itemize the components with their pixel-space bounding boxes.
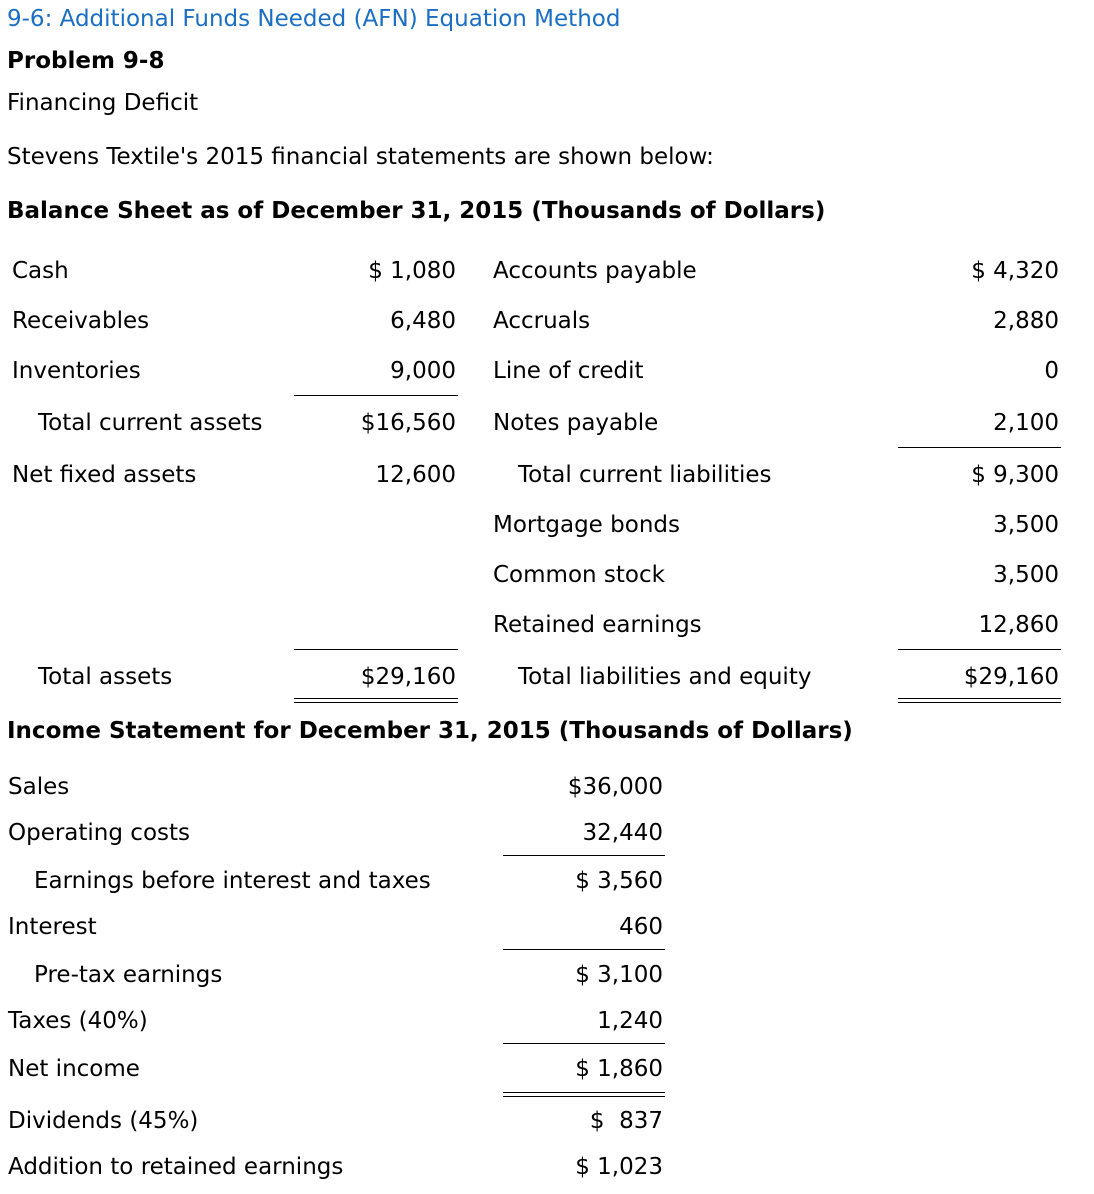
liability-value: 3,500 [993, 512, 1059, 538]
liability-value: 3,500 [993, 562, 1059, 588]
income-value: $ 3,100 [575, 962, 663, 988]
liability-label: Line of credit [493, 358, 644, 384]
liability-value: 2,880 [993, 308, 1059, 334]
subtotal-rule [898, 447, 1061, 448]
income-value: $36,000 [567, 774, 663, 800]
liability-label: Total current liabilities [518, 462, 772, 488]
income-value: 460 [619, 914, 663, 940]
asset-value: 12,600 [375, 462, 456, 488]
total-double-rule [503, 1092, 665, 1097]
balance-sheet-title: Balance Sheet as of December 31, 2015 (Thousands of Dollars) [7, 198, 826, 224]
asset-label: Total assets [38, 664, 173, 690]
asset-value: 6,480 [390, 308, 456, 334]
subtotal-rule [503, 855, 665, 856]
subtotal-rule [294, 649, 458, 650]
section-link[interactable]: 9-6: Additional Funds Needed (AFN) Equation Method [7, 6, 621, 32]
asset-value: 9,000 [390, 358, 456, 384]
income-value: 1,240 [597, 1008, 663, 1034]
income-value: $ 1,860 [575, 1056, 663, 1082]
total-double-rule [898, 698, 1061, 703]
income-value: $ 3,560 [575, 868, 663, 894]
subtotal-rule [898, 649, 1061, 650]
problem-title: Problem 9-8 [7, 48, 165, 74]
liability-label: Accruals [493, 308, 591, 334]
liability-label: Accounts payable [493, 258, 697, 284]
subtotal-rule [503, 949, 665, 950]
income-label: Pre-tax earnings [34, 962, 223, 988]
liability-value: $29,160 [963, 664, 1059, 690]
liability-label: Common stock [493, 562, 665, 588]
subtotal-rule [294, 395, 458, 396]
asset-value: $ 1,080 [368, 258, 456, 284]
liability-label: Notes payable [493, 410, 659, 436]
income-label: Earnings before interest and taxes [34, 868, 431, 894]
subtotal-rule [503, 1043, 665, 1044]
liability-value: 0 [1044, 358, 1059, 384]
liability-value: $ 4,320 [971, 258, 1059, 284]
asset-label: Net fixed assets [12, 462, 197, 488]
income-statement-title: Income Statement for December 31, 2015 (Thousands of Dollars) [7, 718, 853, 744]
income-label: Net income [8, 1056, 140, 1082]
asset-value: $16,560 [360, 410, 456, 436]
income-label: Addition to retained earnings [8, 1154, 344, 1180]
income-value: $ 1,023 [575, 1154, 663, 1180]
asset-label: Inventories [12, 358, 141, 384]
income-label: Operating costs [8, 820, 191, 846]
asset-label: Receivables [12, 308, 150, 334]
total-double-rule [294, 698, 458, 703]
asset-label: Cash [12, 258, 69, 284]
asset-label: Total current assets [38, 410, 263, 436]
income-label: Interest [8, 914, 97, 940]
income-value: 32,440 [582, 820, 663, 846]
liability-label: Total liabilities and equity [518, 664, 812, 690]
liability-value: 2,100 [993, 410, 1059, 436]
liability-label: Mortgage bonds [493, 512, 680, 538]
income-label: Taxes (40%) [8, 1008, 148, 1034]
asset-value: $29,160 [360, 664, 456, 690]
intro-text: Stevens Textile's 2015 financial statements are shown below: [7, 144, 714, 170]
liability-label: Retained earnings [493, 612, 702, 638]
income-value: $ 837 [589, 1108, 663, 1134]
income-label: Sales [8, 774, 70, 800]
liability-value: $ 9,300 [971, 462, 1059, 488]
problem-subtitle: Financing Deficit [7, 90, 199, 116]
liability-value: 12,860 [978, 612, 1059, 638]
income-label: Dividends (45%) [8, 1108, 199, 1134]
